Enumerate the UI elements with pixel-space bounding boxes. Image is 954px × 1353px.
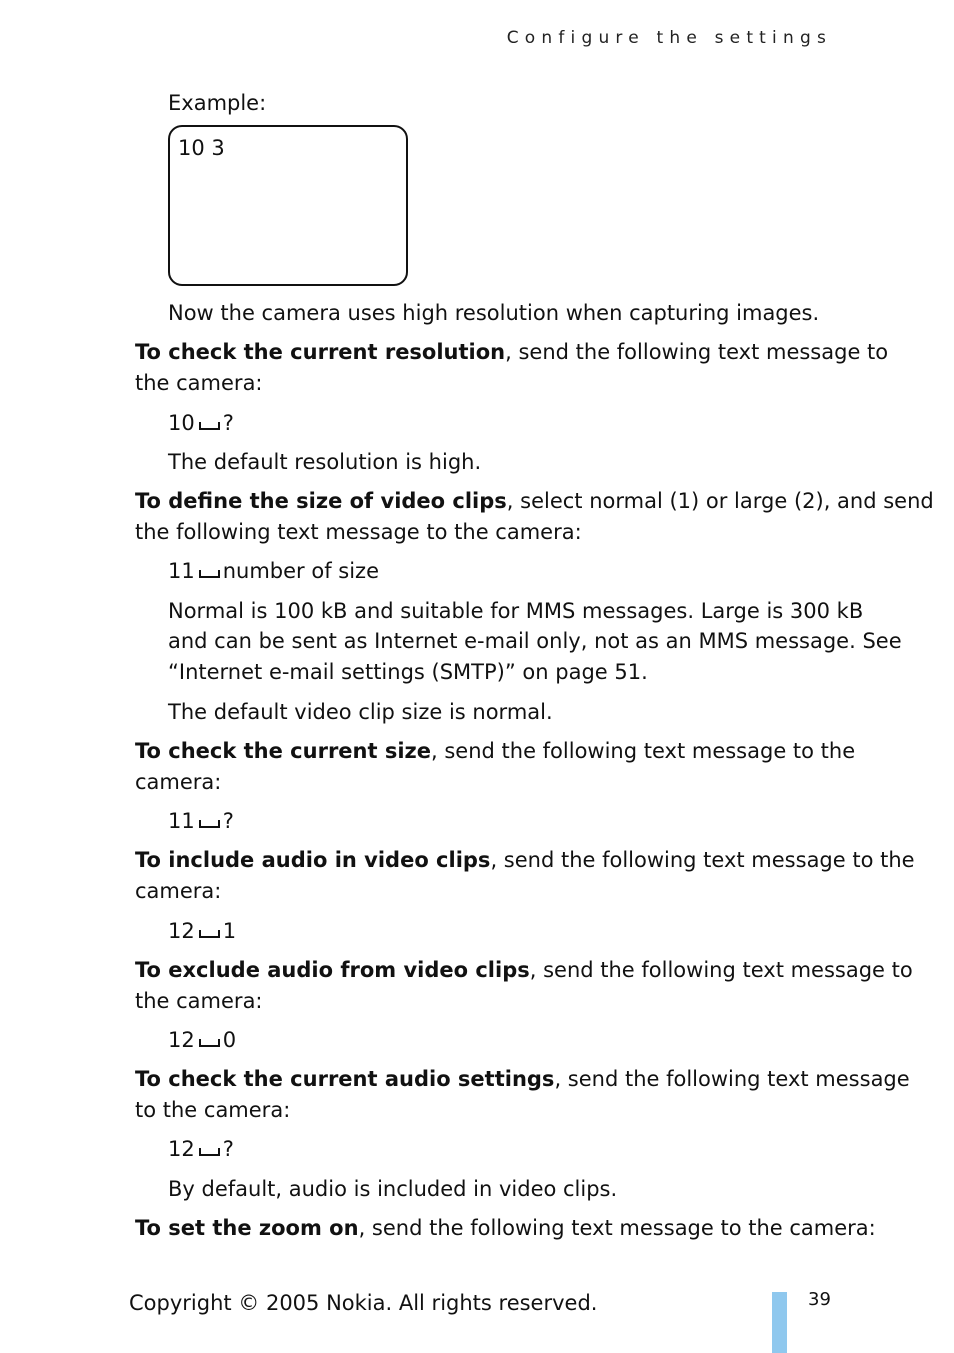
define-size-note-line2: and can be sent as Internet e-mail only, not as an MMS message. See [168, 629, 902, 653]
space-key-icon [199, 1148, 220, 1156]
command-argument: number of size [222, 559, 380, 583]
check-resolution-text-line2: the camera: [135, 371, 263, 395]
check-resolution-paragraph [135, 337, 888, 368]
command-code: 10 [168, 411, 195, 435]
space-key-icon [199, 570, 220, 578]
command-code: 11 [168, 559, 195, 583]
define-size-note-line3: “Internet e-mail settings (SMTP)” on page 51. [168, 660, 648, 684]
define-size-text-line2: the following text message to the camera: [135, 520, 582, 544]
check-audio-paragraph [135, 1064, 910, 1095]
exclude-audio-text-line2: the camera: [135, 989, 263, 1013]
command-argument: 1 [222, 919, 237, 943]
command-argument: ? [222, 411, 234, 435]
define-size-default: The default video clip size is normal. [168, 700, 553, 724]
exclude-audio-text: , send the following text message to [529, 958, 913, 982]
check-size-command [168, 806, 234, 837]
include-audio-text: , send the following text message to the [490, 848, 915, 872]
check-size-heading: To check the current size [135, 739, 431, 763]
command-code: 12 [168, 1137, 195, 1161]
define-size-paragraph [135, 486, 934, 517]
space-key-icon [199, 1039, 220, 1047]
example-result: Now the camera uses high resolution when capturing images. [168, 301, 820, 325]
check-size-text-line2: camera: [135, 770, 222, 794]
define-size-heading: To define the size of video clips [135, 489, 507, 513]
command-code: 12 [168, 1028, 195, 1052]
check-size-text: , send the following text message to the [431, 739, 856, 763]
check-resolution-command [168, 408, 234, 439]
footer-copyright: Copyright © 2005 Nokia. All rights reserved. [129, 1291, 598, 1315]
define-size-command [168, 556, 379, 587]
space-key-icon [199, 820, 220, 828]
space-key-icon [199, 422, 220, 430]
exclude-audio-paragraph [135, 955, 913, 986]
command-code: 11 [168, 809, 195, 833]
command-argument: ? [222, 809, 234, 833]
check-resolution-text: , send the following text message to [505, 340, 889, 364]
exclude-audio-command [168, 1025, 236, 1056]
include-audio-heading: To include audio in video clips [135, 848, 491, 872]
command-argument: 0 [222, 1028, 237, 1052]
command-argument: ? [222, 1137, 234, 1161]
space-key-icon [199, 930, 220, 938]
check-audio-text: , send the following text message [554, 1067, 910, 1091]
include-audio-command [168, 916, 236, 947]
define-size-text: , select normal (1) or large (2), and send [506, 489, 934, 513]
page-tab-marker [772, 1292, 787, 1353]
zoom-on-paragraph [135, 1213, 876, 1244]
phone-screen-text: 10 3 [178, 136, 225, 160]
command-code: 12 [168, 919, 195, 943]
check-audio-heading: To check the current audio settings [135, 1067, 555, 1091]
exclude-audio-heading: To exclude audio from video clips [135, 958, 530, 982]
check-resolution-heading: To check the current resolution [135, 340, 506, 364]
phone-screen-example [168, 125, 408, 286]
include-audio-text-line2: camera: [135, 879, 222, 903]
include-audio-paragraph [135, 845, 915, 876]
check-size-paragraph [135, 736, 855, 767]
running-head: Configure the settings [506, 28, 832, 48]
check-audio-text-line2: to the camera: [135, 1098, 291, 1122]
check-audio-note: By default, audio is included in video clips. [168, 1177, 618, 1201]
zoom-on-text: , send the following text message to the camera: [358, 1216, 876, 1240]
define-size-note-line1: Normal is 100 kB and suitable for MMS messages. Large is 300 kB [168, 599, 864, 623]
example-label: Example: [168, 91, 267, 115]
page-number: 39 [808, 1289, 831, 1310]
check-resolution-note: The default resolution is high. [168, 450, 482, 474]
zoom-on-heading: To set the zoom on [135, 1216, 359, 1240]
check-audio-command [168, 1134, 234, 1165]
